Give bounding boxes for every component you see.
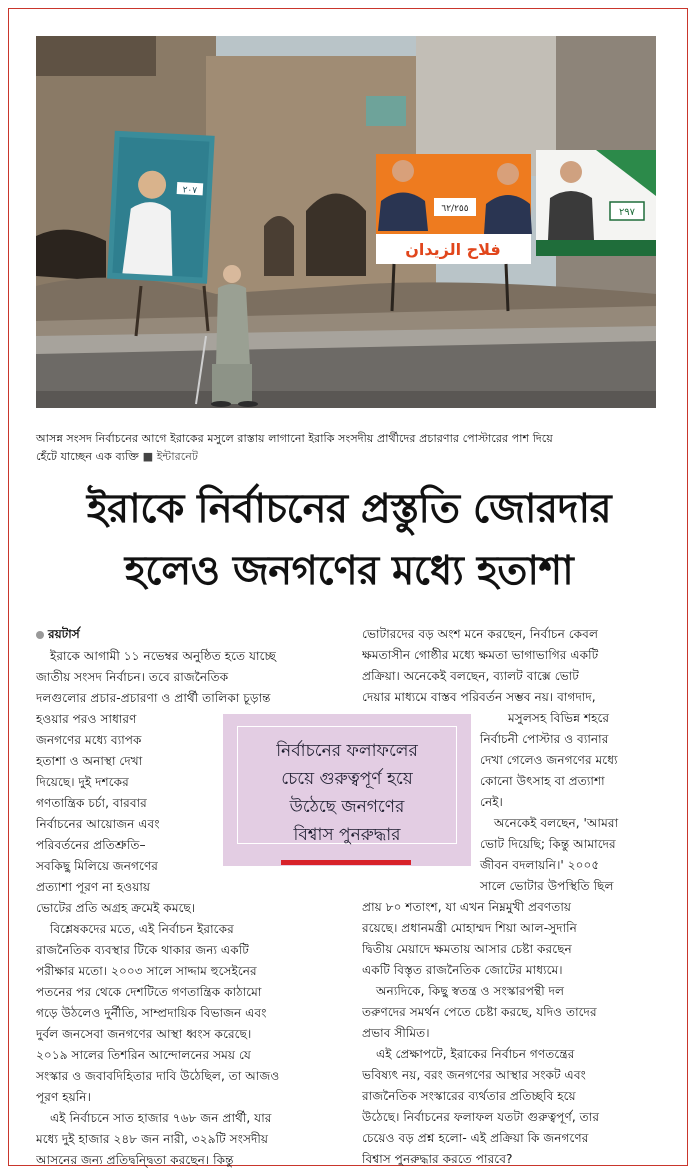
text-line: হতাশা ও অনাস্থা দেখা xyxy=(36,754,143,768)
byline-text: রয়টার্স xyxy=(48,627,80,641)
headline-line-2: হলেও জনগণের মধ্যে হতাশা xyxy=(124,548,574,594)
text-line: প্রায় ৮০ শতাংশ, যা এখন নিম্নমুখী প্রবণতায় xyxy=(362,900,572,914)
text-line: দুর্বল জনসেবা জনগণের আস্থা ধ্বংস করেছে। xyxy=(36,1027,252,1041)
text-line: রয়েছে। প্রধানমন্ত্রী মোহাম্মদ শিয়া আল-সুদানি xyxy=(362,921,577,935)
poster-left-number: ٢٠٧ xyxy=(182,185,198,197)
text-line: হওয়ার পরও সাধারণ xyxy=(36,712,137,726)
election-posters-photo xyxy=(36,36,656,408)
pull-quote-line: নির্বাচনের ফলাফলের xyxy=(276,741,418,761)
text-line: ক্ষমতাসীন গোষ্ঠীর মধ্যে ক্ষমতা ভাগাভাগির একটি xyxy=(362,648,599,662)
text-line: অন্যদিকে, কিছু স্বতন্ত্র ও সংস্কারপন্থী দল xyxy=(376,984,565,998)
poster-middle-name: فلاح الزيدان xyxy=(405,240,501,259)
text-line: ভোটারদের বড় অংশ মনে করছেন, নির্বাচন কেবল xyxy=(362,627,599,641)
text-line: ভোটের প্রতি অগ্রহ ক্রমেই কমছে। xyxy=(36,901,196,915)
text-line: মধ্যে দুই হাজার ২৪৮ জন নারী, ৩২৯টি সংসদীয় xyxy=(36,1132,269,1146)
text-line: নেই। xyxy=(480,795,503,809)
text-line: নির্বাচনের আয়োজন এবং xyxy=(36,817,160,831)
text-line: প্রভাব সীমিত। xyxy=(362,1026,430,1040)
text-line: তরুণদের সমর্থন পেতে চেষ্টা করছে, যদিও তাদের xyxy=(362,1005,597,1019)
text-line: পূরণ হয়নি। xyxy=(36,1090,91,1104)
caption-line-2: হেঁটে যাচ্ছেন এক ব্যক্তি xyxy=(36,450,140,463)
text-line: গণতান্ত্রিক চর্চা, বারবার xyxy=(36,796,147,810)
text-line: পরীক্ষার মতো। ২০০৩ সালে সাদ্দাম হুসেইনের xyxy=(36,964,257,978)
left-column-bottom xyxy=(36,919,336,1171)
text-line: আসনের জন্য প্রতিদ্বন্দ্বিতা করছেন। কিন্তু xyxy=(36,1153,234,1167)
byline xyxy=(36,626,80,646)
poster-left xyxy=(107,131,215,284)
text-line: এই নির্বাচনে সাত হাজার ৭৬৮ জন প্রার্থী, যার xyxy=(50,1111,272,1125)
text-line: সবকিছু মিলিয়ে জনগণের xyxy=(36,859,159,873)
text-line: কোনো উৎসাহ বা প্রত্যাশা xyxy=(480,774,605,788)
text-line: ভোট দিয়েছি; কিন্তু আমাদের xyxy=(480,837,616,851)
text-line: জীবন বদলায়নি।' ২০০৫ xyxy=(480,858,600,872)
text-line: ২০১৯ সালের তিশরিন আন্দোলনের সময় যে xyxy=(36,1048,251,1062)
text-line: ইরাকে আগামী ১১ নভেম্বর অনুষ্ঠিত হতে যাচ্ছে xyxy=(50,649,277,663)
poster-middle xyxy=(376,154,532,264)
text-line: গড়ে উঠলেও দুর্নীতি, সাম্প্রদায়িক বিভাজন এবং xyxy=(36,1006,267,1020)
text-line: রাজনৈতিক ব্যবস্থার টিকে থাকার জন্য একটি xyxy=(36,943,249,957)
text-line: প্রত্যাশা পূরণ না হওয়ায় xyxy=(36,880,151,894)
text-line: উঠেছে। নির্বাচনের ফলাফল যতটা গুরুত্বপূর্ণ, তার xyxy=(362,1110,600,1124)
text-line: প্রক্রিয়া। অনেকেই বলছেন, ব্যালট বাক্সে ভোট xyxy=(362,669,579,683)
headline-line-1: ইরাকে নির্বাচনের প্রস্তুতি জোরদার xyxy=(86,486,612,532)
text-line: সংস্কার ও জবাবদিহিতার দাবি উঠেছিল, তা আজও xyxy=(36,1069,280,1083)
text-line: রাজনৈতিক সংস্কারের ব্যর্থতার প্রতিচ্ছবি হয়ে xyxy=(362,1089,576,1103)
caption-source-marker: ■ xyxy=(142,450,154,463)
text-line: এই প্রেক্ষাপটে, ইরাকের নির্বাচন গণতন্ত্রের xyxy=(376,1047,575,1061)
pull-quote-line: চেয়ে গুরুত্বপূর্ণ হয়ে xyxy=(281,769,413,789)
text-line: দিয়েছে। দুই দশকের xyxy=(36,775,129,789)
text-line: জনগণের মধ্যে ব্যাপক xyxy=(36,733,142,747)
bullet-icon xyxy=(36,631,44,639)
text-line: দেয়ার মাধ্যমে বাস্তব পরিবর্তন সম্ভব নয়। বাগদাদ, xyxy=(362,690,596,704)
headline xyxy=(20,478,678,602)
pull-quote-line: বিশ্বাস পুনরুদ্ধার xyxy=(293,825,401,845)
text-line: ভবিষ্যৎ নয়, বরং জনগণের আস্থার সংকট এবং xyxy=(362,1068,586,1082)
text-line: নির্বাচনী পোস্টার ও ব্যানার xyxy=(480,732,609,746)
text-line: চেয়েও বড় প্রশ্ন হলো- এই প্রক্রিয়া কি জনগণের xyxy=(362,1131,589,1145)
pull-quote-box xyxy=(223,714,471,866)
text-line: দলগুলোর প্রচার-প্রচারণা ও প্রার্থী তালিকা চূড়ান্ত xyxy=(36,691,271,705)
text-line: বিশ্লেষকদের মতে, এই নির্বাচন ইরাকের xyxy=(50,922,234,936)
poster-right-number: ٢٩٧ xyxy=(618,207,636,218)
poster-right xyxy=(536,150,656,256)
text-line: পতনের পর থেকে দেশটিতে গণতান্ত্রিক কাঠামো xyxy=(36,985,262,999)
text-line: জাতীয় সংসদ নির্বাচন। তবে রাজনৈতিক xyxy=(36,670,229,684)
pull-quote-frame xyxy=(237,726,457,844)
text-line: মসুলসহ বিভিন্ন শহরে xyxy=(508,711,610,725)
text-line: দেখা গেলেও জনগণের মধ্যে xyxy=(480,753,618,767)
pull-quote-red-rule xyxy=(281,860,411,865)
text-line: পরিবর্তনের প্রতিশ্রুতি– xyxy=(36,838,146,852)
text-line: সালে ভোটার উপস্থিতি ছিল xyxy=(480,879,614,893)
pull-quote-text xyxy=(238,737,456,849)
photo-caption xyxy=(36,430,660,466)
text-line: বিশ্বাস পুনরুদ্ধার করতে পারবে? xyxy=(362,1152,513,1166)
pull-quote-line: উঠেছে জনগণের xyxy=(289,797,405,817)
caption-source: ইন্টারনেট xyxy=(156,450,199,463)
text-line: দ্বিতীয় মেয়াদে ক্ষমতায় আসার চেষ্টা করছেন xyxy=(362,942,572,956)
right-column-bottom xyxy=(362,897,662,1170)
poster-middle-number: ٦٢/٢٥٥ xyxy=(441,204,469,214)
caption-line-1: আসন্ন সংসদ নির্বাচনের আগে ইরাকের মসুলে রাস্তায় লাগানো ইরাকি সংসদীয় প্রার্থীদের প্রচারণার পোস্টারের পাশ দিয়ে xyxy=(36,432,553,445)
text-line: অনেকেই বলছেন, 'আমরা xyxy=(494,816,619,830)
text-line: একটি বিস্তৃত রাজনৈতিক জোটের মাধ্যমে। xyxy=(362,963,563,977)
